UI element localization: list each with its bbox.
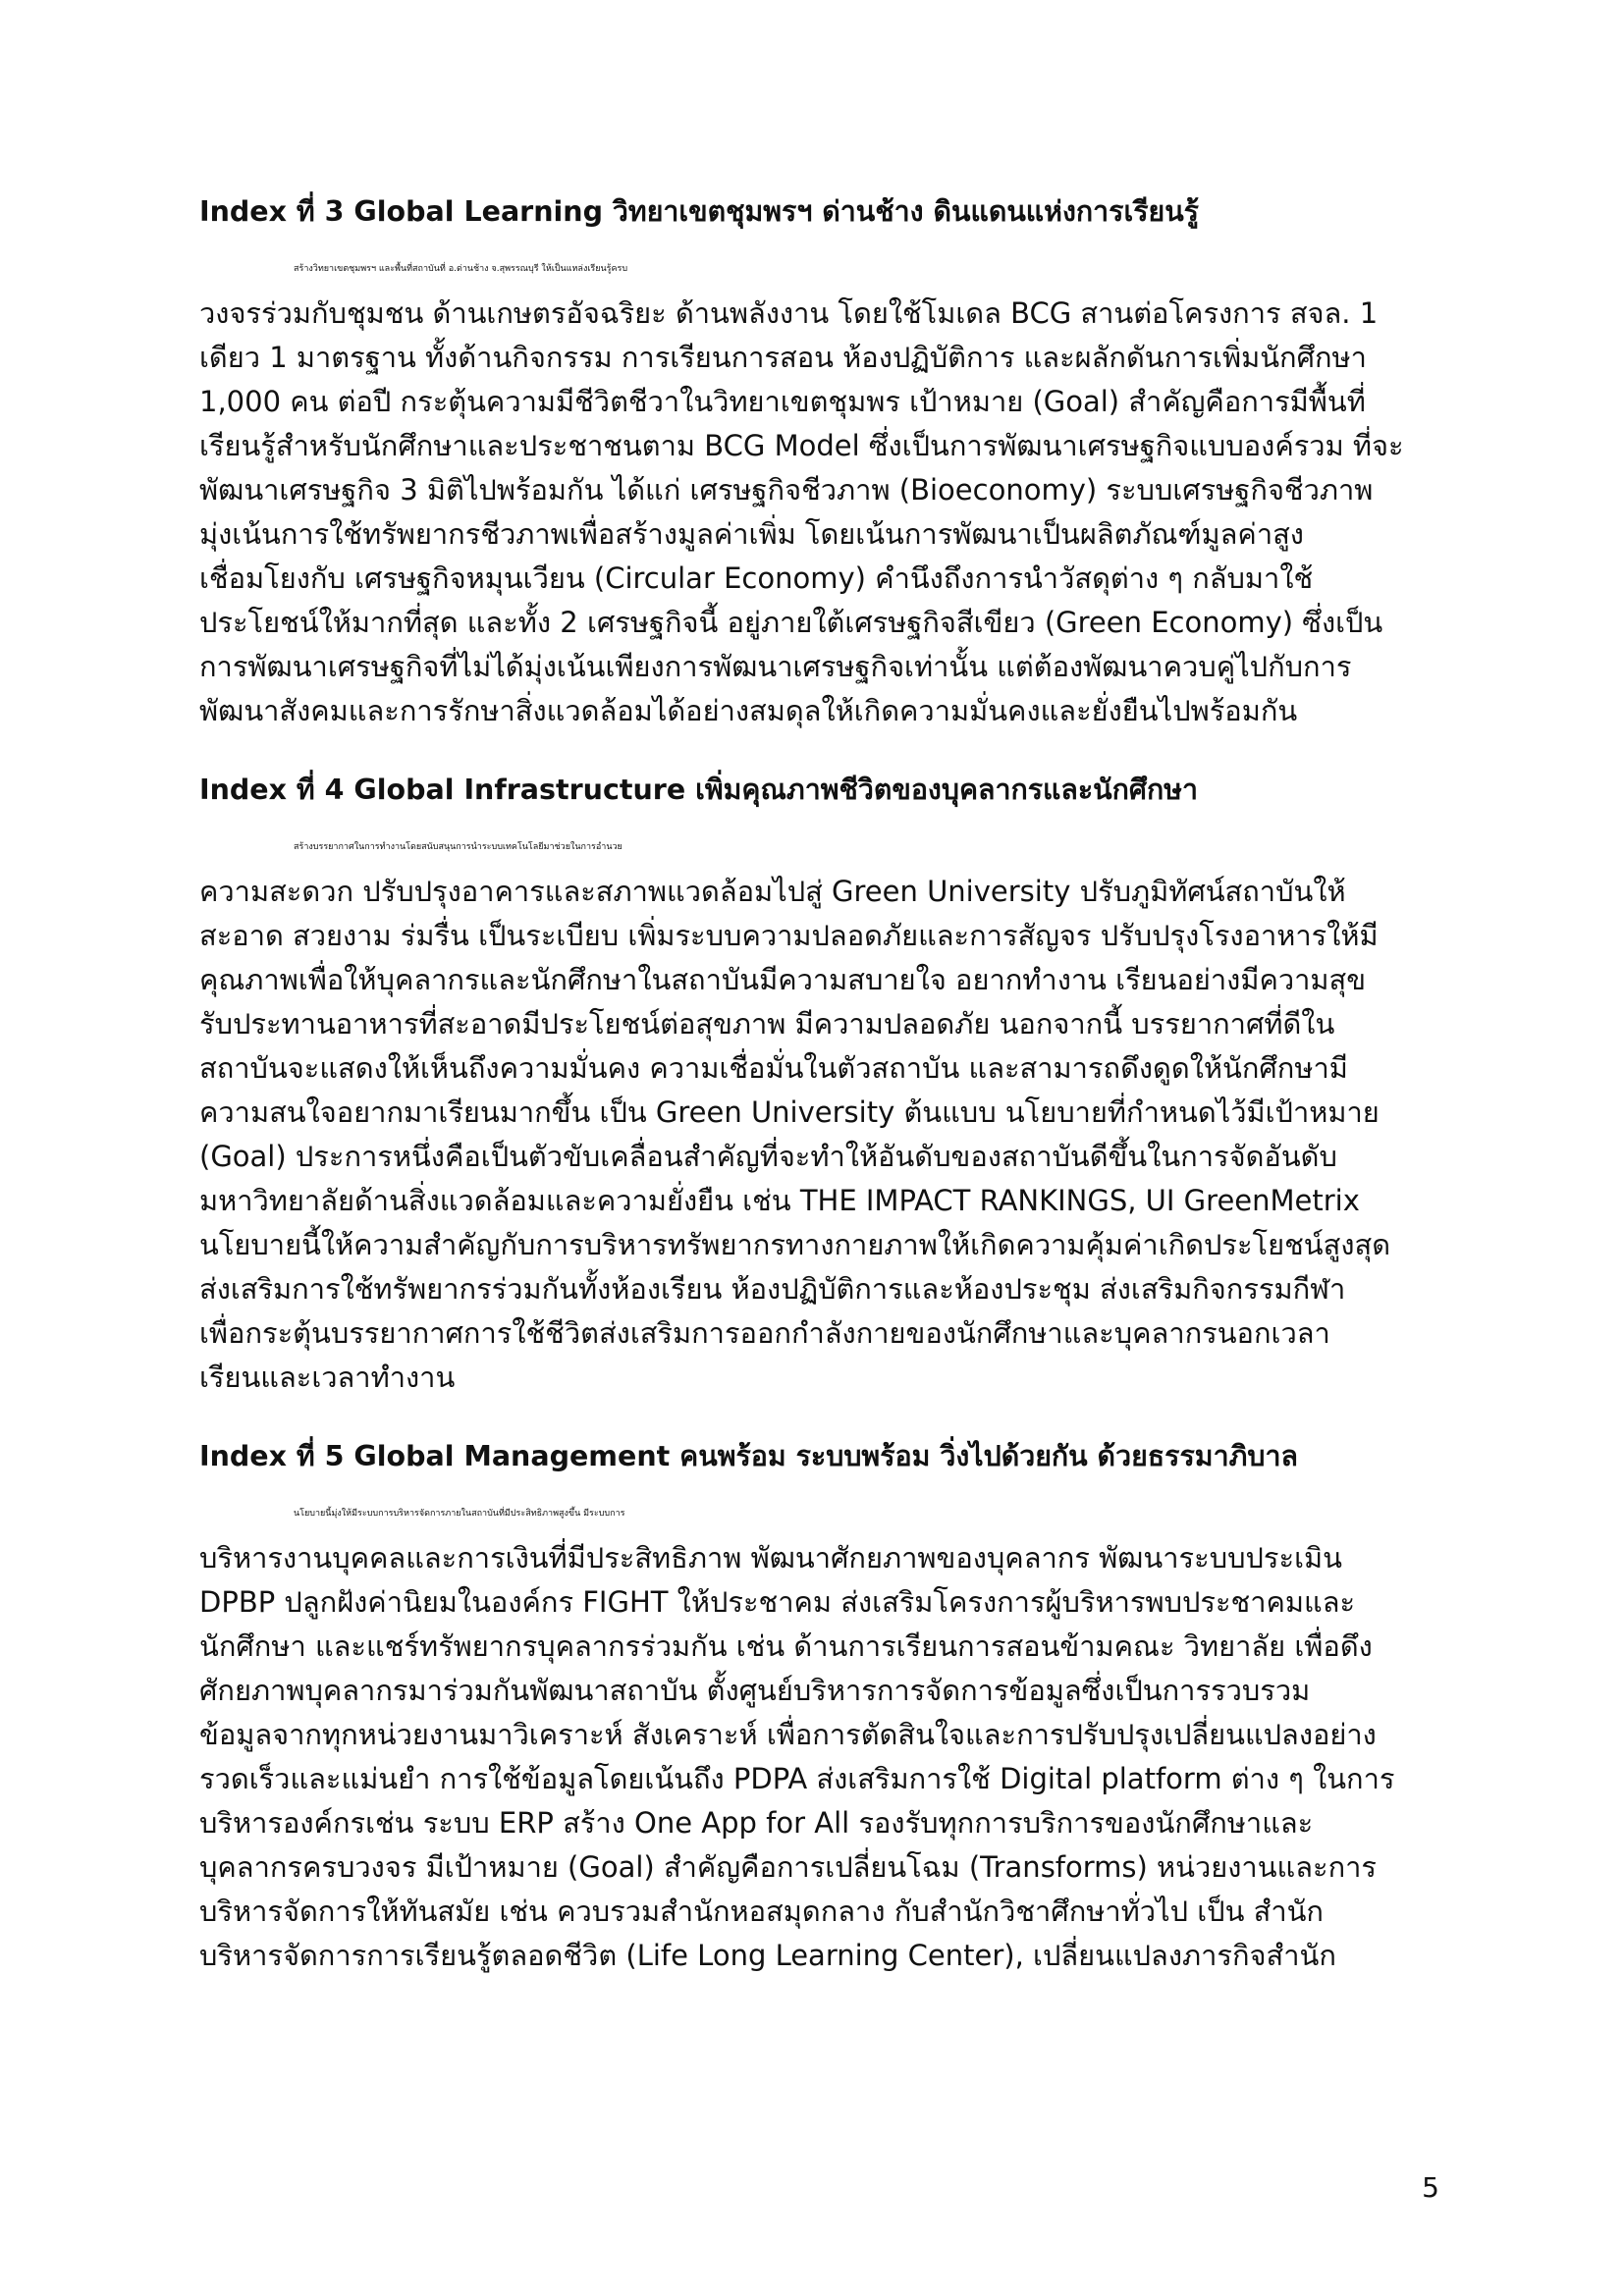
paragraph-line: นโยบายนี้ให้ความสำคัญกับการบริหารทรัพยากรทางกายภาพให้เกิดความคุ้มค่าเกิดประโยชน์สูงสุด (199, 1228, 1391, 1261)
paragraph-line: ความสนใจอยากมาเรียนมากขึ้น เป็น Green University ต้นแบบ นโยบายที่กำหนดไว้มีเป้าหมาย (199, 1095, 1380, 1129)
paragraph-line: การพัฒนาเศรษฐกิจที่ไม่ได้มุ่งเน้นเพียงการพัฒนาเศรษฐกิจเท่านั้น แต่ต้องพัฒนาควบคู่ไปกับการ (199, 650, 1352, 683)
paragraph-line: รวดเร็วและแม่นยำ การใช้ข้อมูลโดยเน้นถึง PDPA ส่งเสริมการใช้ Digital platform ต่าง ๆ ในการ (199, 1762, 1395, 1795)
paragraph-line: บุคลากรครบวงจร มีเป้าหมาย (Goal) สำคัญคือการเปลี่ยนโฉม (Transforms) หน่วยงานและการ (199, 1850, 1377, 1884)
paragraph-line: เพื่อกระตุ้นบรรยากาศการใช้ชีวิตส่งเสริมการออกกำลังกายของนักศึกษาและบุคลากรนอกเวลา (199, 1316, 1330, 1350)
paragraph-line: มหาวิทยาลัยด้านสิ่งแวดล้อมและความยั่งยืน เช่น THE IMPACT RANKINGS, UI GreenMetrix (199, 1184, 1360, 1217)
paragraph-line: นักศึกษา และแชร์ทรัพยากรบุคลากรร่วมกัน เช่น ด้านการเรียนการสอนข้ามคณะ วิทยาลัย เพื่อดึง (199, 1629, 1373, 1663)
section-heading: Index ที่ 4 Global Infrastructure เพิ่มคุณภาพชีวิตของบุคลากรและนักศึกษา (199, 774, 1199, 806)
section-index-4 (199, 771, 1438, 1400)
paragraph-line: ศักยภาพบุคลากรมาร่วมกันพัฒนาสถาบัน ตั้งศูนย์บริหารการจัดการข้อมูลซึ่งเป็นการรวบรวม (199, 1674, 1311, 1707)
section-index-5 (199, 1437, 1438, 1978)
paragraph-line: ประโยชน์ให้มากที่สุด และทั้ง 2 เศรษฐกิจนี้ อยู่ภายใต้เศรษฐกิจสีเขียว (Green Economy) ซึ่งเป็น (199, 606, 1383, 639)
paragraph-line: สร้างบรรยากาศในการทำงานโดยสนับสนุนการนำระบบเทคโนโลยีมาช่วยในการอำนวย (294, 842, 623, 852)
paragraph-line: บริหารองค์กรเช่น ระบบ ERP สร้าง One App for All รองรับทุกการบริการของนักศึกษาและ (199, 1806, 1314, 1840)
paragraph-line: ความสะดวก ปรับปรุงอาคารและสภาพแวดล้อมไปสู่ Green University ปรับภูมิทัศน์สถาบันให้ (199, 875, 1346, 908)
paragraph-line: พัฒนาสังคมและการรักษาสิ่งแวดล้อมได้อย่างสมดุลให้เกิดความมั่นคงและยั่งยืนไปพร้อมกัน (199, 694, 1298, 727)
page-number: 5 (1422, 2171, 1439, 2204)
paragraph-line: สถาบันจะแสดงให้เห็นถึงความมั่นคง ความเชื่อมั่นในตัวสถาบัน และสามารถดึงดูดให้นักศึกษามี (199, 1051, 1348, 1085)
paragraph-line: บริหารงานบุคคลและการเงินที่มีประสิทธิภาพ พัฒนาศักยภาพของบุคลากร พัฒนาระบบประเมิน (199, 1541, 1342, 1575)
paragraph-line: ส่งเสริมการใช้ทรัพยากรร่วมกันทั้งห้องเรียน ห้องปฏิบัติการและห้องประชุม ส่งเสริมกิจกรรมกีฬา (199, 1272, 1346, 1306)
paragraph-line: บริหารจัดการให้ทันสมัย เช่น ควบรวมสำนักหอสมุดกลาง กับสำนักวิชาศึกษาทั่วไป เป็น สำนัก (199, 1895, 1324, 1928)
paragraph-line: พัฒนาเศรษฐกิจ 3 มิติไปพร้อมกัน ได้แก่ เศรษฐกิจชีวภาพ (Bioeconomy) ระบบเศรษฐกิจชีวภาพ (199, 473, 1374, 507)
paragraph-line: DPBP ปลูกฝังค่านิยมในองค์กร FIGHT ให้ประชาคม ส่งเสริมโครงการผู้บริหารพบประชาคมและ (199, 1585, 1356, 1619)
section-paragraph (199, 1492, 1438, 1978)
paragraph-line: บริหารจัดการการเรียนรู้ตลอดชีวิต (Life Long Learning Center), เปลี่ยนแปลงภารกิจสำนัก (199, 1939, 1336, 1972)
paragraph-line: สร้างวิทยาเขตชุมพรฯ และพื้นที่สถาบันที่ อ.ด่านช้าง จ.สุพรรณบุรี ให้เป็นแหล่งเรียนรู้ครบ (294, 264, 628, 274)
paragraph-line: เดียว 1 มาตรฐาน ทั้งด้านกิจกรรม การเรียนการสอน ห้องปฏิบัติการ และผลักดันการเพิ่มนักศึกษา (199, 341, 1367, 374)
paragraph-line: เชื่อมโยงกับ เศรษฐกิจหมุนเวียน (Circular Economy) คำนึงถึงการนำวัสดุต่าง ๆ กลับมาใช้ (199, 561, 1314, 595)
paragraph-line: เรียนและเวลาทำงาน (199, 1361, 456, 1394)
paragraph-line: (Goal) ประการหนึ่งคือเป็นตัวขับเคลื่อนสำคัญที่จะทำให้อันดับของสถาบันดีขึ้นในการจัดอันดับ (199, 1140, 1337, 1173)
paragraph-line: สะอาด สวยงาม ร่มรื่น เป็นระเบียบ เพิ่มระบบความปลอดภัยและการสัญจร ปรับปรุงโรงอาหารให้มี (199, 919, 1379, 952)
paragraph-line: ข้อมูลจากทุกหน่วยงานมาวิเคราะห์ สังเคราะห์ เพื่อการตัดสินใจและการปรับปรุงเปลี่ยนแปลงอย่าง (199, 1718, 1377, 1751)
document-body (199, 192, 1438, 2015)
paragraph-line: มุ่งเน้นการใช้ทรัพยากรชีวภาพเพื่อสร้างมูลค่าเพิ่ม โดยเน้นการพัฒนาเป็นผลิตภัณฑ์มูลค่าสูง (199, 517, 1304, 551)
paragraph-line: คุณภาพเพื่อให้บุคลากรและนักศึกษาในสถาบันมีความสบายใจ อยากทำงาน เรียนอย่างมีความสุข (199, 963, 1367, 996)
section-heading: Index ที่ 3 Global Learning วิทยาเขตชุมพรฯ ด่านช้าง ดินแดนแห่งการเรียนรู้ (199, 195, 1199, 228)
section-heading: Index ที่ 5 Global Management คนพร้อม ระบบพร้อม วิ่งไปด้วยกัน ด้วยธรรมาภิบาล (199, 1440, 1298, 1472)
section-paragraph (199, 826, 1438, 1400)
section-paragraph (199, 247, 1438, 733)
paragraph-line: นโยบายนี้มุ่งให้มีระบบการบริหารจัดการภายในสถาบันที่มีประสิทธิภาพสูงขึ้น มีระบบการ (294, 1509, 625, 1519)
section-index-3 (199, 192, 1438, 733)
paragraph-line: รับประทานอาหารที่สะอาดมีประโยชน์ต่อสุขภาพ มีความปลอดภัย นอกจากนี้ บรรยากาศที่ดีใน (199, 1007, 1335, 1041)
paragraph-line: เรียนรู้สำหรับนักศึกษาและประชาชนตาม BCG Model ซึ่งเป็นการพัฒนาเศรษฐกิจแบบองค์รวม ที่จะ (199, 429, 1404, 462)
paragraph-line: 1,000 คน ต่อปี กระตุ้นความมีชีวิตชีวาในวิทยาเขตชุมพร เป้าหมาย (Goal) สำคัญคือการมีพื้นที่ (199, 385, 1366, 418)
paragraph-line: วงจรร่วมกับชุมชน ด้านเกษตรอัจฉริยะ ด้านพลังงาน โดยใช้โมเดล BCG สานต่อโครงการ สจล. 1 (199, 296, 1379, 330)
